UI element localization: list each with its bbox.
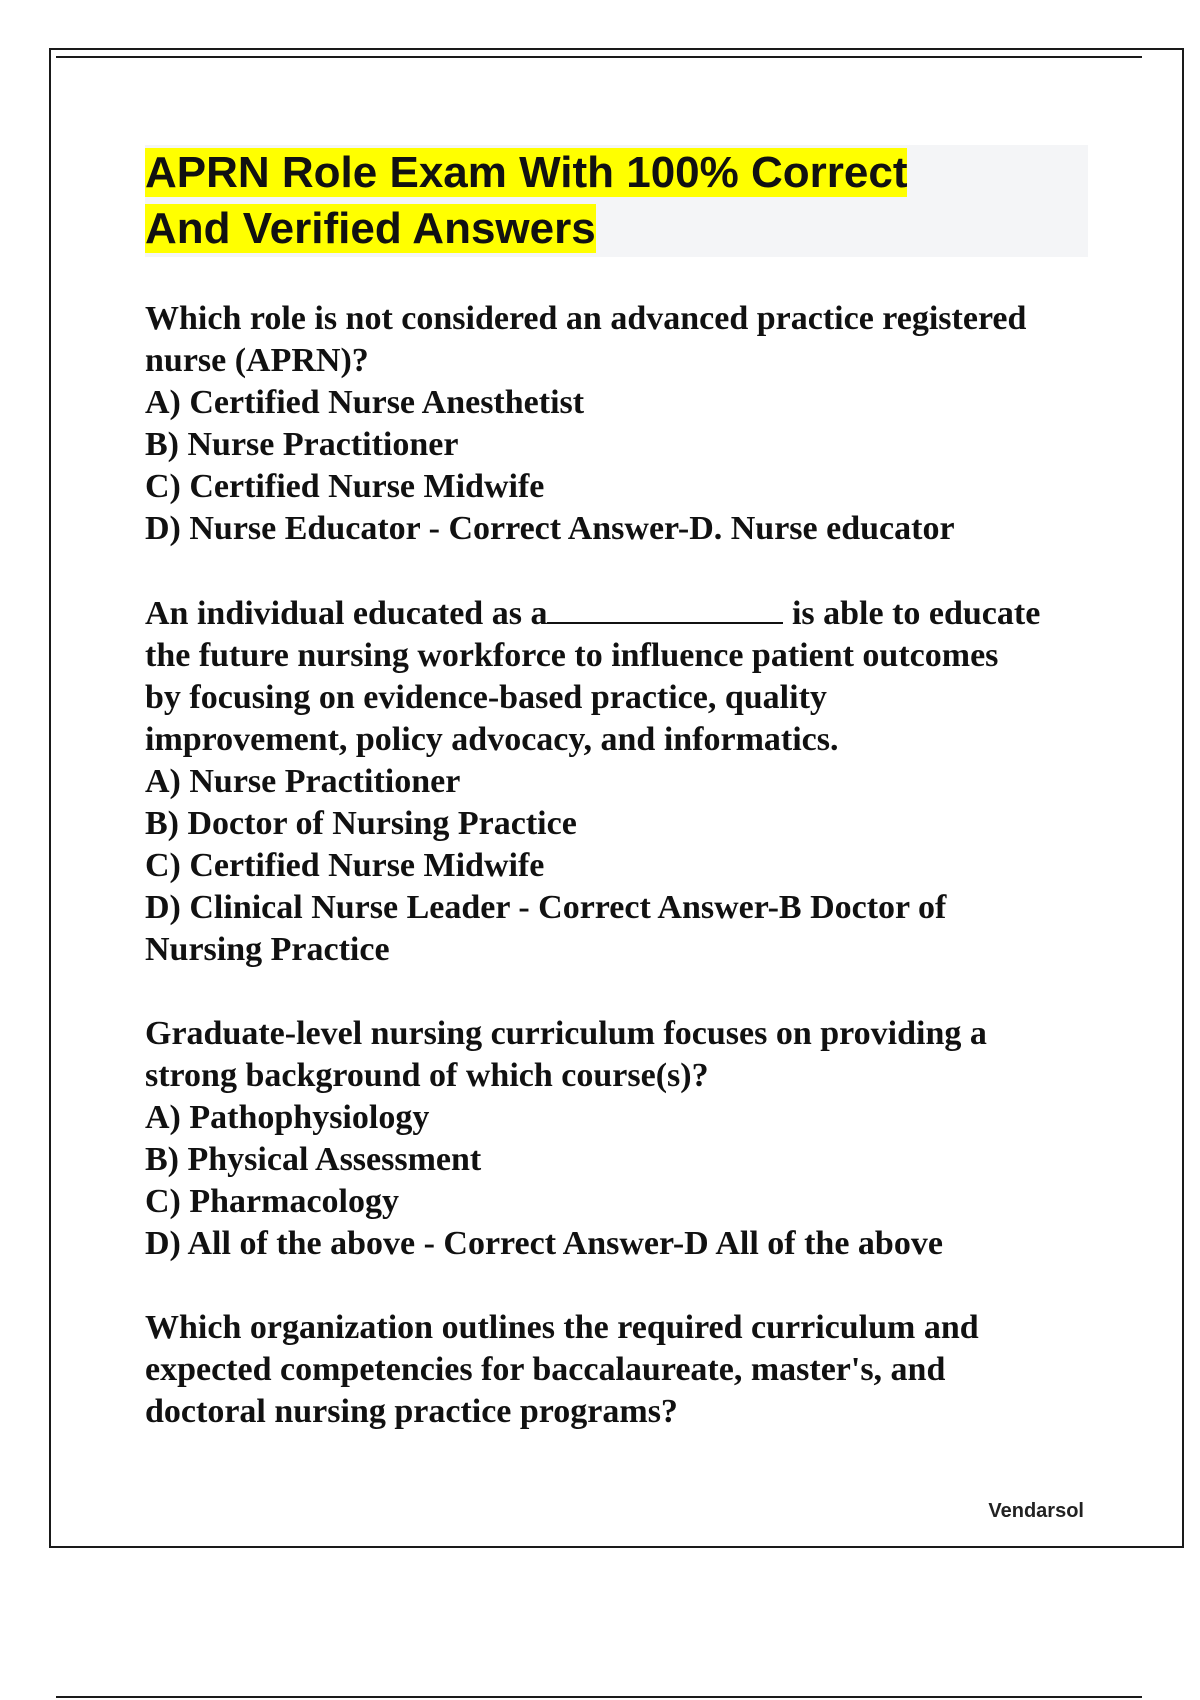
title-line-1: APRN Role Exam With 100% Correct	[145, 148, 908, 197]
question-2-option-b: B) Doctor of Nursing Practice	[145, 805, 577, 842]
question-4-stem-line-3: doctoral nursing practice programs?	[145, 1393, 678, 1430]
question-list	[145, 298, 1100, 1475]
title-line-2: And Verified Answers	[145, 204, 596, 253]
top-rule	[56, 56, 1142, 58]
question-1-stem-line-1: Which role is not considered an advanced practice registered	[145, 300, 1027, 337]
question-3	[145, 1013, 1100, 1265]
question-2-option-d-answer: D) Clinical Nurse Leader - Correct Answer-B Doctor of	[145, 889, 947, 926]
question-2-stem-line-1	[145, 592, 1100, 635]
question-1-option-c: C) Certified Nurse Midwife	[145, 468, 545, 505]
question-4-stem-line-1: Which organization outlines the required curriculum and	[145, 1309, 979, 1346]
fill-in-blank-line	[547, 592, 783, 624]
question-2-stem-after-blank: is able to educate	[783, 595, 1041, 632]
question-3-stem-line-1: Graduate-level nursing curriculum focuses on providing a	[145, 1015, 987, 1052]
question-1-option-a: A) Certified Nurse Anesthetist	[145, 384, 585, 421]
bottom-rule	[56, 1696, 1142, 1698]
question-2-stem-line-2: the future nursing workforce to influence patient outcomes	[145, 637, 999, 674]
question-3-option-b: B) Physical Assessment	[145, 1141, 482, 1178]
footer-brand: Vendarsol	[988, 1500, 1084, 1522]
question-4-stem-line-2: expected competencies for baccalaureate, master's, and	[145, 1351, 946, 1388]
question-3-stem-line-2: strong background of which course(s)?	[145, 1057, 709, 1094]
title-block	[145, 145, 1088, 257]
question-2-stem-line-4: improvement, policy advocacy, and informatics.	[145, 721, 839, 758]
question-2	[145, 592, 1100, 971]
question-2-option-a: A) Nurse Practitioner	[145, 763, 461, 800]
question-2-option-c: C) Certified Nurse Midwife	[145, 847, 545, 884]
question-3-option-c: C) Pharmacology	[145, 1183, 400, 1220]
question-4	[145, 1307, 1100, 1433]
question-2-stem-line-3: by focusing on evidence-based practice, quality	[145, 679, 827, 716]
question-1-option-b: B) Nurse Practitioner	[145, 426, 459, 463]
question-3-option-d-answer: D) All of the above - Correct Answer-D All of the above	[145, 1225, 943, 1262]
document-title	[145, 145, 1088, 257]
question-1	[145, 298, 1100, 550]
question-3-option-a: A) Pathophysiology	[145, 1099, 430, 1136]
question-1-stem-line-2: nurse (APRN)?	[145, 342, 369, 379]
question-1-option-d-answer: D) Nurse Educator - Correct Answer-D. Nurse educator	[145, 510, 955, 547]
question-2-answer-continued: Nursing Practice	[145, 931, 390, 968]
question-2-stem-before-blank: An individual educated as a	[145, 595, 548, 632]
